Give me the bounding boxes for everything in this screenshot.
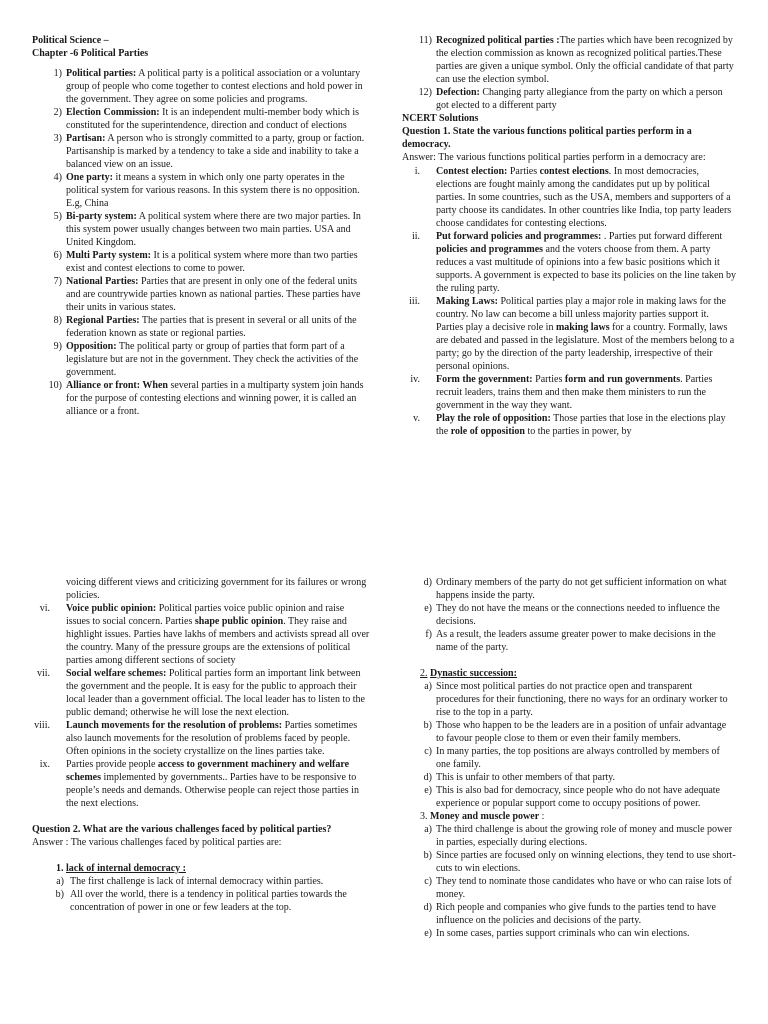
challenge-item <box>402 680 736 719</box>
item-term: Contest election: <box>436 166 508 177</box>
page2-right-column <box>402 576 736 940</box>
item-term: Play the role of opposition: <box>436 413 551 424</box>
item-number: vii. <box>36 668 50 679</box>
definition-item <box>32 106 370 132</box>
item-number: 1. <box>56 863 64 874</box>
definition-term: Bi-party system: <box>66 211 137 222</box>
challenge-heading: Dynastic succession: <box>430 668 517 679</box>
item-number: a) <box>56 876 64 887</box>
challenge-item <box>402 823 736 849</box>
item-number: 3) <box>53 133 62 144</box>
function-item <box>32 758 370 810</box>
definition-item <box>32 275 370 314</box>
definition-term: Alliance or front: When <box>66 380 168 391</box>
item-term: Voice public opinion: <box>66 603 157 614</box>
definition-item <box>32 340 370 379</box>
definition-item <box>32 132 370 171</box>
definition-item <box>402 34 736 86</box>
item-text: This is also bad for democracy, since people who do not have adequate experience or popular support come to occupy positions of power. <box>436 785 720 809</box>
function-item <box>402 373 736 412</box>
item-text: In some cases, parties support criminals who can win elections. <box>436 928 690 939</box>
challenge-item <box>402 771 736 784</box>
item-text: Parties <box>507 166 540 177</box>
item-text: . They raise and highlight issues. Parties have lakhs of members and activists spread all over the country. Many of the pressure groups are the extensions of political parties among different sections of society <box>66 616 370 666</box>
item-text: They tend to nominate those candidates who have or who can raise lots of money. <box>436 876 732 900</box>
function-item <box>402 165 736 230</box>
challenge-item <box>402 901 736 927</box>
definition-text: It is a political system where more than two parties exist and contest elections to come to power. <box>66 250 358 274</box>
item-text: Rich people and companies who give funds to the parties tend to have influence on the policies and decisions of the party. <box>436 902 716 926</box>
item-emphasis: policies and programmes <box>436 244 544 255</box>
item-emphasis: form and run governments <box>564 374 681 385</box>
definition-text: it means a system in which only one party operates in the political system for various reasons. In this system there is no opposition. E.g, China <box>66 172 360 209</box>
item-number: d) <box>423 577 432 588</box>
item-text: This is unfair to other members of that party. <box>436 772 616 783</box>
definition-item <box>32 210 370 249</box>
definition-term: Partisan: <box>66 133 106 144</box>
heading-suffix: : <box>539 811 545 822</box>
answer-2-intro: Answer : The various challenges faced by political parties are: <box>32 837 282 848</box>
item-number: a) <box>424 824 432 835</box>
item-number: i. <box>414 166 420 177</box>
item-emphasis: role of opposition <box>450 426 525 437</box>
item-number: c) <box>424 746 432 757</box>
item-number: b) <box>423 850 432 861</box>
item-emphasis: access to government machinery and welfare schemes <box>66 759 350 783</box>
item-number: viii. <box>34 720 50 731</box>
item-number: iii. <box>409 296 420 307</box>
item-text: Those parties that lose in the elections play the <box>436 413 726 437</box>
challenge-title <box>402 667 736 680</box>
ncert-heading: NCERT Solutions <box>402 113 479 124</box>
item-text: . Parties put forward different <box>601 231 723 242</box>
item-number: d) <box>423 772 432 783</box>
item-number: iv. <box>410 374 420 385</box>
item-number: 5) <box>53 211 62 222</box>
item-emphasis: contest elections <box>539 166 609 177</box>
item-term: Launch movements for the resolution of problems: <box>66 720 283 731</box>
definition-item <box>32 314 370 340</box>
challenge-item <box>32 888 370 914</box>
definition-text: Changing party allegiance from the party on which a person got elected to a different party <box>436 87 723 111</box>
challenge-item <box>402 784 736 810</box>
item-text: to the parties in power, by <box>525 426 632 437</box>
page2-left-column <box>32 576 370 914</box>
definition-text: several parties in a multiparty system join hands for the purpose of contesting elections and winning power, it is called an alliance or a front. <box>66 380 364 417</box>
item-number: 4) <box>53 172 62 183</box>
item-number: d) <box>423 902 432 913</box>
item-number: f) <box>425 629 432 640</box>
item-text: Since most political parties do not practice open and transparent procedures for their functioning, there no ways for an ordinary worker to rise to the top in a party. <box>436 681 728 718</box>
item-number: 1) <box>53 68 62 79</box>
question-2: Question 2. What are the various challenges faced by political parties? <box>32 824 332 835</box>
definition-text: A person who is strongly committed to a party, group or faction. Partisanship is marked by a tendency to take a side and inability to take a balanced view on an issue. <box>66 133 365 170</box>
item-number: e) <box>424 928 432 939</box>
item-term: Making Laws: <box>436 296 498 307</box>
item-text: Ordinary members of the party do not get sufficient information on what happens inside the party. <box>436 577 727 601</box>
item-number: v. <box>413 413 420 424</box>
challenge-heading: Money and muscle power <box>430 811 540 822</box>
challenge-item <box>402 875 736 901</box>
function-item <box>32 602 370 667</box>
item-text: Political parties voice public opinion and raise issues to social concern. Parties <box>66 603 345 627</box>
definition-item <box>32 249 370 275</box>
functions-list-continued <box>32 602 370 810</box>
item-number: ii. <box>411 231 420 242</box>
functions-list <box>402 165 736 438</box>
item-number: a) <box>424 681 432 692</box>
item-number: 9) <box>53 341 62 352</box>
ncert-column <box>402 34 736 438</box>
challenge-title <box>402 810 736 823</box>
definition-text: The political party or group of parties that form part of a legislature but are not in the government. They check the activities of the government. <box>66 341 359 378</box>
item-number: 8) <box>53 315 62 326</box>
subject-title: Political Science – <box>32 35 109 46</box>
definition-item <box>32 171 370 210</box>
item-number: 2) <box>53 107 62 118</box>
item-number: 6) <box>53 250 62 261</box>
function-item <box>32 719 370 758</box>
item-text: In many parties, the top positions are always controlled by members of one family. <box>436 746 720 770</box>
item-text: As a result, the leaders assume greater power to make decisions in the name of the party. <box>436 629 716 653</box>
item-text: Since parties are focused only on winning elections, they tend to use short-cuts to win elections. <box>436 850 736 874</box>
item-number: e) <box>424 603 432 614</box>
item-term: Form the government: <box>436 374 533 385</box>
definition-term: Political parties: <box>66 68 137 79</box>
definition-item <box>402 86 736 112</box>
item-number: vi. <box>39 603 50 614</box>
question-1: Question 1. State the various functions political parties perform in a democracy. <box>402 126 692 150</box>
challenge-item <box>402 602 736 628</box>
function-item <box>402 412 736 438</box>
item-number: 7) <box>53 276 62 287</box>
chapter-title: Chapter -6 Political Parties <box>32 48 149 59</box>
definition-text: Parties that are present in only one of the federal units and are countrywide parties known as national parties. These parties have their units in various states. <box>66 276 361 313</box>
item-text: . Parties recruit leaders, trains them and then make them ministers to run the government in the way they want. <box>436 374 713 411</box>
challenge-item <box>32 875 370 888</box>
item-text: Parties <box>532 374 565 385</box>
function-continuation: voicing different views and criticizing government for its failures or wrong policies. <box>66 577 367 601</box>
definition-text: A political party is a political association or a voluntary group of people who come together to contest elections and hold power in the government. They agree on some policies and programs. <box>66 68 363 105</box>
item-emphasis: making laws <box>555 322 610 333</box>
definitions-list <box>32 67 370 418</box>
definition-term: Recognized political parties : <box>436 35 560 46</box>
item-number: 2. <box>420 668 428 679</box>
item-text: and the voters choose from them. A party reduces a vast multitude of opinions into a few basic positions which it supports. A government is expected to base its policies on the line taken by the ruling party. <box>436 244 736 294</box>
item-number: b) <box>55 889 64 900</box>
function-item <box>402 230 736 295</box>
item-text: The third challenge is about the growing role of money and muscle power in parties, especially during elections. <box>436 824 733 848</box>
challenge-item <box>402 719 736 745</box>
challenge-item <box>402 849 736 875</box>
challenge-heading: lack of internal democracy : <box>66 863 186 874</box>
item-term: Social welfare schemes: <box>66 668 167 679</box>
item-number: 11) <box>419 35 432 46</box>
definition-term: Multi Party system: <box>66 250 151 261</box>
challenge-section <box>402 667 736 810</box>
item-number: b) <box>423 720 432 731</box>
item-text: Political parties form an important link between the government and the people. It is easy for the public to approach their local leader than a government official. The local leader has to listen to the public demand; otherwise he will lose the next election. <box>66 668 365 718</box>
challenge-title <box>32 862 370 875</box>
definition-term: National Parties: <box>66 276 139 287</box>
function-item <box>402 295 736 373</box>
challenge-item <box>402 927 736 940</box>
item-number: 12) <box>418 87 432 98</box>
item-number: 3. <box>420 811 428 822</box>
challenge-item <box>402 576 736 602</box>
definition-term: Election Commission: <box>66 107 160 118</box>
definition-item <box>32 379 370 418</box>
definition-term: Opposition: <box>66 341 117 352</box>
function-item <box>32 667 370 719</box>
definition-text: The parties which have been recognized by the election commission as known as recognized political parties.These parties are given a unique symbol. Only the official candidate of that party can use the election symbol. <box>436 35 734 85</box>
definition-term: One party: <box>66 172 113 183</box>
challenge-section <box>402 810 736 940</box>
item-text: Those who happen to be the leaders are in a position of unfair advantage to favour people close to them or even their family members. <box>436 720 727 744</box>
item-text: . In most democracies, elections are fought mainly among the candidates put up by political parties. In some countries, such as the USA, members and supporters of a party choose its candidates. In other countries like India, top party leaders choose candidates for contesting elections. <box>436 166 732 229</box>
item-term: Put forward policies and programmes: <box>436 231 602 242</box>
item-text: Parties provide people <box>66 759 158 770</box>
challenge-item <box>402 628 736 654</box>
item-number: 10) <box>48 380 62 391</box>
definition-text: The parties that is present in several or all units of the federation known as state or regional parties. <box>66 315 357 339</box>
definitions-column <box>32 34 370 418</box>
item-text: Political parties play a major role in making laws for the country. No law can become a bill unless majority parties support it. Parties play a decisive role in <box>436 296 726 333</box>
definition-item <box>32 67 370 106</box>
item-text: implemented by governments.. Parties have to be responsive to people’s needs and demands. Otherwise people can reject those parties in the next elections. <box>66 772 359 809</box>
item-text: Parties sometimes also launch movements for the resolution of problems faced by people. Often opinions in the society crystallize on the lines parties take. <box>66 720 358 757</box>
answer-1-intro: Answer: The various functions political parties perform in a democracy are: <box>402 152 706 163</box>
definition-text: A political system where there are two major parties. In this system power usually changes between two main parties. USA and United Kingdom. <box>66 211 361 248</box>
challenge-section <box>32 862 370 914</box>
item-number: e) <box>424 785 432 796</box>
item-text: All over the world, there is a tendency in political parties towards the concentration of power in one or few leaders at the top. <box>70 889 347 913</box>
item-emphasis: shape public opinion <box>194 616 284 627</box>
item-text: The first challenge is lack of internal democracy within parties. <box>70 876 324 887</box>
definition-term: Regional Parties: <box>66 315 140 326</box>
challenge-item <box>402 745 736 771</box>
item-text: They do not have the means or the connections needed to influence the decisions. <box>436 603 720 627</box>
item-number: c) <box>424 876 432 887</box>
definition-text: It is an independent multi-member body which is constituted for the superintendence, direction and conduct of elections <box>66 107 360 131</box>
item-text: for a country. Formally, laws are debated and passed in the legislature. Most of the members belong to a party; go by the direction of the party leadership, irrespective of their personal opinions. <box>436 322 735 372</box>
definition-term: Defection: <box>436 87 480 98</box>
item-number: ix. <box>39 759 50 770</box>
